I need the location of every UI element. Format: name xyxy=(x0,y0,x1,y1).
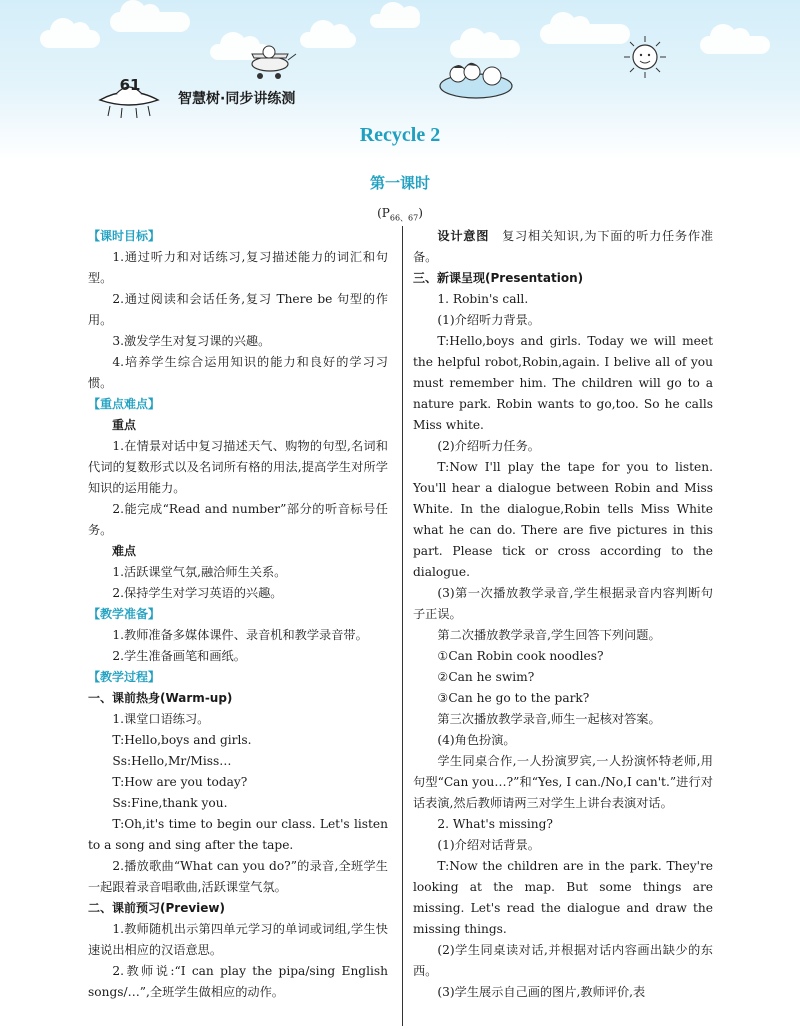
paragraph: (4)角色扮演。 xyxy=(437,733,516,747)
paragraph: (3)第一次播放教学录音,学生根据录音内容判断句子正误。 xyxy=(413,586,713,621)
cloud-decoration xyxy=(40,30,100,48)
paragraph: T:Hello,boys and girls. Today we will meet the helpful robot,Robin,again. I belive all of you must remember him. The children will go to a nature park. Robin wants to go,too. So he calls Miss white. xyxy=(413,334,713,432)
sun-icon xyxy=(622,34,668,80)
paragraph: ③Can he go to the park? xyxy=(437,691,590,705)
cloud-decoration xyxy=(370,14,420,28)
paragraph: 2.通过阅读和会话任务,复习 There be 句型的作用。 xyxy=(88,292,388,327)
design-intent-label: 设计意图 xyxy=(437,229,490,243)
series-title: 智慧树·同步讲练测 xyxy=(178,91,296,107)
paragraph: (1)介绍对话背景。 xyxy=(437,838,540,852)
paragraph: 1.课堂口语练习。 xyxy=(112,712,210,726)
paragraph: 2. What's missing? xyxy=(437,817,553,831)
design-intent xyxy=(413,226,713,268)
cloud-decoration xyxy=(300,32,356,48)
section-heading: 三、新课呈现(Presentation) xyxy=(413,271,584,285)
column-divider xyxy=(402,226,403,1026)
paragraph: ②Can he swim? xyxy=(437,670,535,684)
kids-airship-icon xyxy=(436,58,516,102)
paragraph: T:Now I'll play the tape for you to listen. You'll hear a dialogue between Robin and Miss White. In the dialogue,Robin tells Miss White what he can do. There are five pictures in this part. Please tick or cross according to the dialogue. xyxy=(413,460,713,579)
section-tag: 【重点难点】 xyxy=(88,397,161,411)
section-tag: 【教学准备】 xyxy=(88,607,161,621)
paragraph: T:Now the children are in the park. They're looking at the map. But some things are missing. Let's read the dialogue and draw the missing things. xyxy=(413,859,713,936)
paragraph: 1.教师随机出示第四单元学习的单词或词组,学生快速说出相应的汉语意思。 xyxy=(88,922,388,957)
paragraph: ①Can Robin cook noodles? xyxy=(437,649,604,663)
paragraph: T:How are you today? xyxy=(112,775,248,789)
paragraph: 第二次播放教学录音,学生回答下列问题。 xyxy=(437,628,661,642)
section-heading: 一、课前热身(Warm-up) xyxy=(88,691,233,705)
paragraph: 4.培养学生综合运用知识的能力和良好的学习习惯。 xyxy=(88,355,388,390)
paragraph: (2)介绍听力任务。 xyxy=(437,439,540,453)
paragraph: (3)学生展示自己画的图片,教师评价,表 xyxy=(437,985,646,999)
paragraph: 1.在情景对话中复习描述天气、购物的句型,名词和代词的复数形式以及名词所有格的用法,提高学生对所学知识的运用能力。 xyxy=(88,439,388,495)
paragraph: 1.通过听力和对话练习,复习描述能力的词汇和句型。 xyxy=(88,250,388,285)
paragraph: 1. Robin's call. xyxy=(437,292,529,306)
page-number: 61 xyxy=(119,76,141,94)
paragraph: Ss:Hello,Mr/Miss… xyxy=(112,754,232,768)
paragraph: 学生同桌合作,一人扮演罗宾,一人扮演怀特老师,用句型“Can you…?”和“Yes, I can./No,I can't.”进行对话表演,然后教师请两三对学生上讲台表演对话。 xyxy=(413,754,713,810)
left-column xyxy=(88,226,388,1003)
paragraph: T:Hello,boys and girls. xyxy=(112,733,252,747)
paragraph: T:Oh,it's time to begin our class. Let's listen to a song and sing after the tape. xyxy=(88,817,388,852)
lesson-title: 第一课时 xyxy=(369,174,430,192)
airplane-icon xyxy=(242,40,298,86)
section-tag: 【教学过程】 xyxy=(88,670,161,684)
paragraph: 2.播放歌曲“What can you do?”的录音,全班学生一起跟着录音唱歌曲,活跃课堂气氛。 xyxy=(88,859,388,894)
paragraph: 2.能完成“Read and number”部分的听音标号任务。 xyxy=(88,502,388,537)
paragraph: (2)学生同桌读对话,并根据对话内容画出缺少的东西。 xyxy=(413,943,713,978)
paragraph: 1.活跃课堂气氛,融洽师生关系。 xyxy=(112,565,287,579)
cloud-decoration xyxy=(700,36,770,54)
subheading: 重点 xyxy=(112,418,137,432)
paragraph: (1)介绍听力背景。 xyxy=(437,313,540,327)
page-reference: $(P_{66、67})$ xyxy=(377,206,423,223)
section-tag: 【课时目标】 xyxy=(88,229,161,243)
paragraph: 第三次播放教学录音,师生一起核对答案。 xyxy=(437,712,661,726)
cloud-decoration xyxy=(110,12,190,32)
paragraph: 2.教师说:“I can play the pipa/sing English songs/…”,全班学生做相应的动作。 xyxy=(88,964,388,999)
paragraph: 2.学生准备画笔和画纸。 xyxy=(112,649,246,663)
paragraph: 3.激发学生对复习课的兴趣。 xyxy=(112,334,271,348)
cloud-decoration xyxy=(540,24,630,44)
unit-title: Recycle 2 xyxy=(359,124,441,146)
paragraph: Ss:Fine,thank you. xyxy=(112,796,228,810)
subheading: 难点 xyxy=(112,544,137,558)
paragraph: 2.保持学生对学习英语的兴趣。 xyxy=(112,586,283,600)
section-heading: 二、课前预习(Preview) xyxy=(88,901,225,915)
design-intent-text: 复习相关知识,为下面的听力任务作准备。 xyxy=(413,229,714,264)
cloud-decoration xyxy=(450,40,520,58)
paragraph: 1.教师准备多媒体课件、录音机和教学录音带。 xyxy=(112,628,368,642)
right-column xyxy=(413,226,713,1003)
